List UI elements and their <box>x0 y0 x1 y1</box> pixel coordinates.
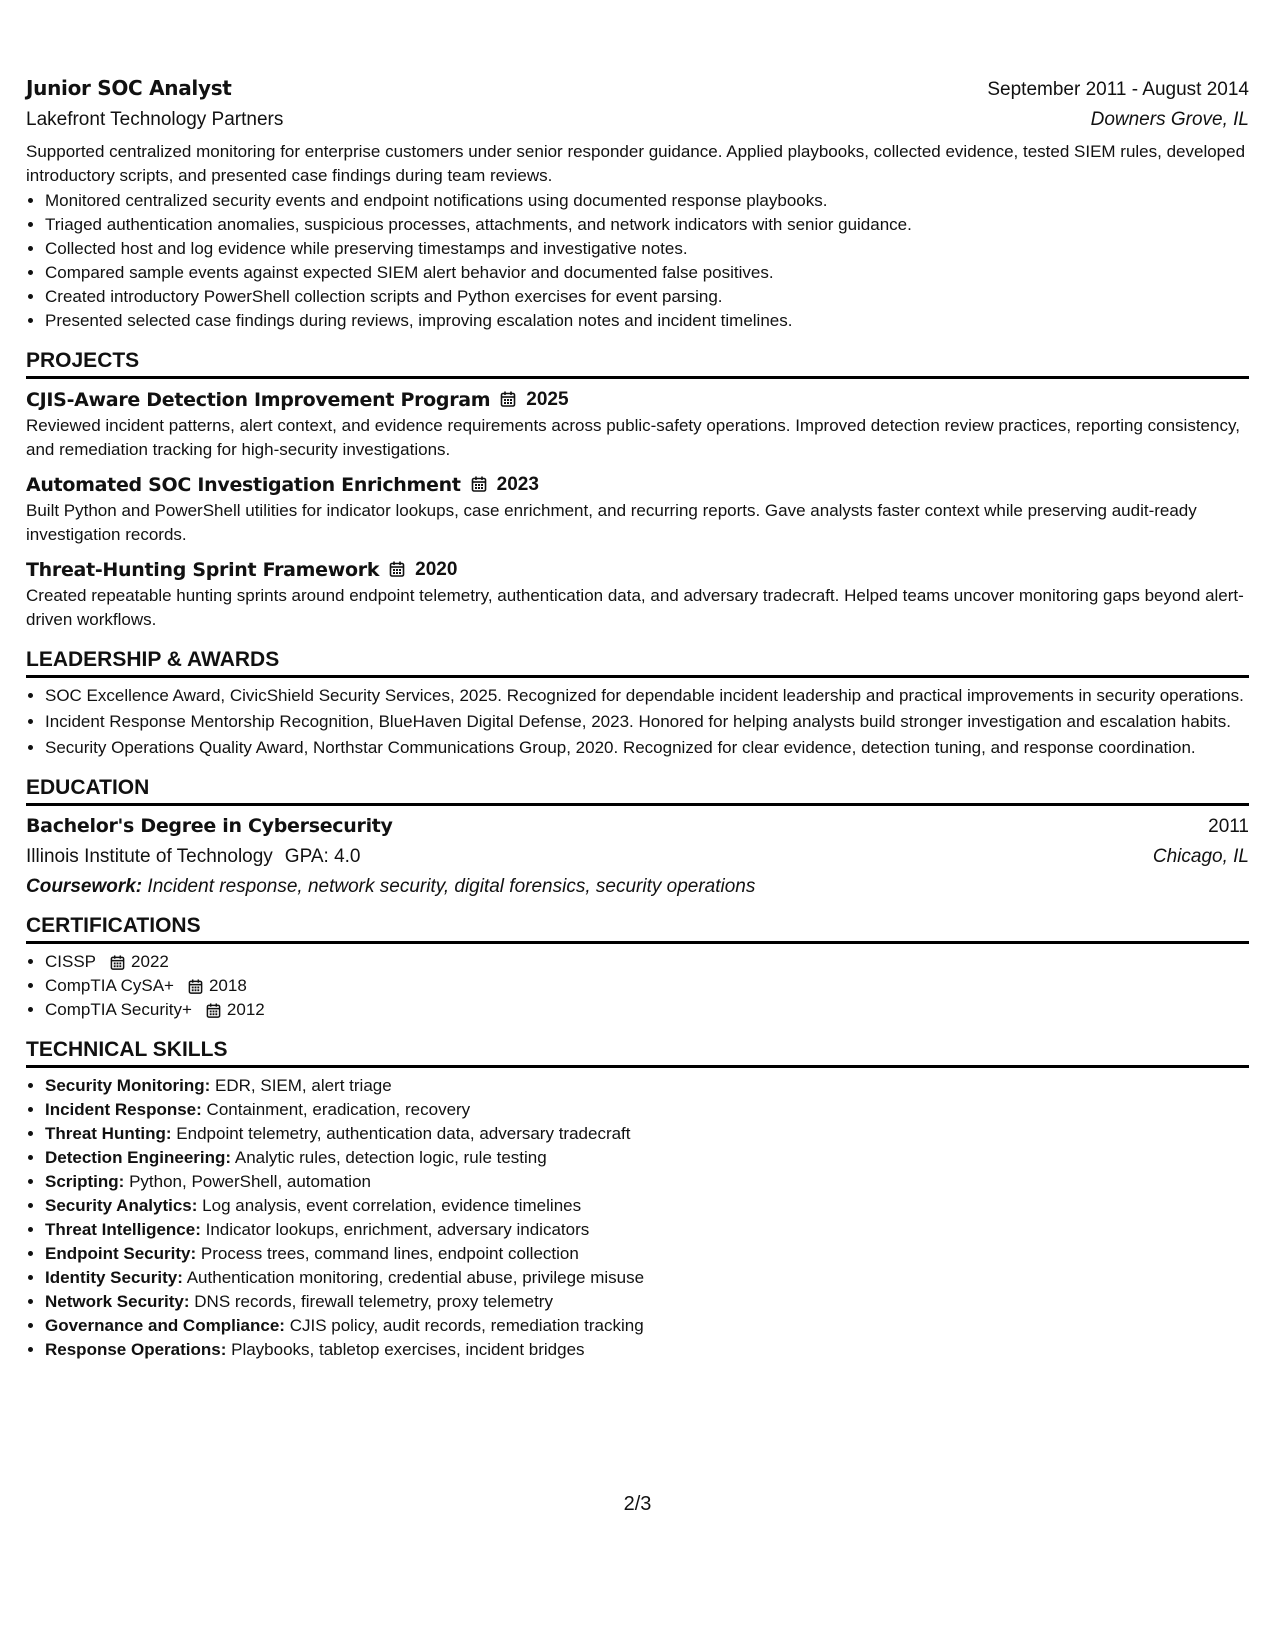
skill-label: Endpoint Security: <box>45 1244 197 1263</box>
certification-item <box>45 974 1249 998</box>
project-year: 2023 <box>496 474 539 495</box>
section-heading-certifications: CERTIFICATIONS <box>26 914 1249 944</box>
page-number: 2/3 <box>623 1493 652 1515</box>
calendar-icon <box>471 474 487 496</box>
coursework-list: Incident response, network security, digital forensics, security operations <box>147 876 756 897</box>
skill-label: Detection Engineering: <box>45 1148 232 1167</box>
certification-item <box>45 950 1249 974</box>
coursework <box>26 876 1249 898</box>
section-heading-skills: TECHNICAL SKILLS <box>26 1038 1249 1068</box>
skill-label: Threat Intelligence: <box>45 1220 201 1239</box>
gpa: GPA: 4.0 <box>284 846 361 867</box>
skill-value: Endpoint telemetry, authentication data, adversary tradecraft <box>176 1124 631 1143</box>
project-description: Reviewed incident patterns, alert context, and evidence requirements across public-safety operations. Improved detection review practices, reporting consistency, and remediation tracking for high-security investigations. <box>26 416 1240 459</box>
skill-value: Analytic rules, detection logic, rule testing <box>234 1148 547 1167</box>
calendar-icon <box>206 1003 221 1018</box>
certification-year: 2022 <box>131 952 169 971</box>
skill-value: CJIS policy, audit records, remediation tracking <box>289 1316 644 1335</box>
skill-label: Response Operations: <box>45 1340 227 1359</box>
skill-item <box>45 1242 1249 1266</box>
skill-label: Incident Response: <box>45 1100 202 1119</box>
section-heading-projects: PROJECTS <box>26 349 1249 379</box>
skills-list <box>26 1074 1249 1362</box>
calendar-icon <box>188 979 203 994</box>
certification-name: • CISSP <box>45 952 97 971</box>
award-item: • SOC Excellence Award, CivicShield Security Services, 2025. Recognized for dependable incident leadership and practical improvements in security operations. <box>45 684 1249 708</box>
skill-item <box>45 1074 1249 1098</box>
project-description: Created repeatable hunting sprints around endpoint telemetry, authentication data, and adversary tradecraft. Helped teams uncover monitoring gaps beyond alert-driven workflows. <box>26 586 1244 629</box>
skill-item <box>45 1122 1249 1146</box>
school-name: Illinois Institute of Technology <box>26 846 273 867</box>
award-item: • Incident Response Mentorship Recognition, BlueHaven Digital Defense, 2023. Honored for helping analysts build stronger investigation and escalation habits. <box>45 710 1249 734</box>
school-location: Chicago, IL <box>1152 846 1249 867</box>
skill-item <box>45 1098 1249 1122</box>
skill-value: Python, PowerShell, automation <box>129 1172 371 1191</box>
skill-label: Network Security: <box>45 1292 190 1311</box>
job-dates: September 2011 - August 2014 <box>987 79 1249 100</box>
degree-title: Bachelor's Degree in Cybersecurity <box>26 815 393 837</box>
skill-value: Process trees, command lines, endpoint collection <box>200 1244 579 1263</box>
section-heading-education: EDUCATION <box>26 776 1249 806</box>
job-summary: Supported centralized monitoring for enterprise customers under senior responder guidance. Applied playbooks, collected evidence, tested SIEM rules, developed introductory scripts, and presented case findings during team reviews. <box>26 142 1246 185</box>
project-title: Automated SOC Investigation Enrichment <box>26 474 461 496</box>
job-bullet: • Triaged authentication anomalies, suspicious processes, attachments, and network indicators with senior guidance. <box>45 213 1249 237</box>
skill-item <box>45 1266 1249 1290</box>
job-bullet: • Created introductory PowerShell collection scripts and Python exercises for event parsing. <box>45 285 1249 309</box>
job-title: Junior SOC Analyst <box>26 76 232 100</box>
job-bullet: • Presented selected case findings during reviews, improving escalation notes and incident timelines. <box>45 309 1249 333</box>
project-title: Threat-Hunting Sprint Framework <box>26 559 380 581</box>
skill-item <box>45 1170 1249 1194</box>
company-name: Lakefront Technology Partners <box>26 109 284 130</box>
project-year: 2025 <box>526 389 569 410</box>
skill-value: Containment, eradication, recovery <box>206 1100 471 1119</box>
job-bullets <box>26 189 1249 333</box>
skill-label: Governance and Compliance: <box>45 1316 285 1335</box>
certification-name: • CompTIA CySA+ <box>45 976 174 995</box>
skill-value: Playbooks, tabletop exercises, incident bridges <box>231 1340 585 1359</box>
certifications-list <box>26 950 1249 1022</box>
award-item: • Security Operations Quality Award, Northstar Communications Group, 2020. Recognized for clear evidence, detection tuning, and response coordination. <box>45 736 1249 760</box>
job-bullet: • Monitored centralized security events and endpoint notifications using documented response playbooks. <box>45 189 1249 213</box>
project-entry <box>26 474 1249 547</box>
skill-item <box>45 1218 1249 1242</box>
job-bullet: • Collected host and log evidence while preserving timestamps and investigative notes. <box>45 237 1249 261</box>
skill-label: Threat Hunting: <box>45 1124 172 1143</box>
project-entry <box>26 559 1249 632</box>
job-bullet: • Compared sample events against expected SIEM alert behavior and documented false positives. <box>45 261 1249 285</box>
project-entry <box>26 389 1249 462</box>
skill-item <box>45 1338 1249 1362</box>
coursework-label: Coursework: <box>26 876 143 897</box>
skill-label: Security Monitoring: <box>45 1076 211 1095</box>
job-location: Downers Grove, IL <box>1090 109 1249 130</box>
skill-value: Log analysis, event correlation, evidence timelines <box>202 1196 582 1215</box>
experience-entry <box>26 76 1249 333</box>
skill-value: Indicator lookups, enrichment, adversary indicators <box>205 1220 590 1239</box>
awards-list <box>26 684 1249 760</box>
skill-item <box>45 1146 1249 1170</box>
education-entry <box>26 815 1249 898</box>
skill-value: EDR, SIEM, alert triage <box>215 1076 392 1095</box>
skill-item <box>45 1194 1249 1218</box>
project-description: Built Python and PowerShell utilities for indicator lookups, case enrichment, and recurring reports. Gave analysts faster context while preserving audit-ready investigation records. <box>26 501 1197 544</box>
certification-item <box>45 998 1249 1022</box>
certification-year: 2012 <box>226 1000 265 1019</box>
degree-year: 2011 <box>1208 816 1249 837</box>
section-heading-leadership: LEADERSHIP & AWARDS <box>26 648 1249 678</box>
calendar-icon <box>389 559 405 581</box>
skill-label: Identity Security: <box>45 1268 183 1287</box>
skill-label: Security Analytics: <box>45 1196 198 1215</box>
calendar-icon <box>110 955 125 970</box>
certification-year: 2018 <box>208 976 247 995</box>
skill-label: Scripting: <box>45 1172 125 1191</box>
skill-value: DNS records, firewall telemetry, proxy telemetry <box>194 1292 553 1311</box>
project-title: CJIS-Aware Detection Improvement Program <box>26 389 491 411</box>
certification-name: • CompTIA Security+ <box>45 1000 192 1019</box>
calendar-icon <box>500 389 516 411</box>
skill-item <box>45 1314 1249 1338</box>
skill-item <box>45 1290 1249 1314</box>
skill-value: Authentication monitoring, credential abuse, privilege misuse <box>186 1268 645 1287</box>
project-year: 2020 <box>415 559 458 580</box>
